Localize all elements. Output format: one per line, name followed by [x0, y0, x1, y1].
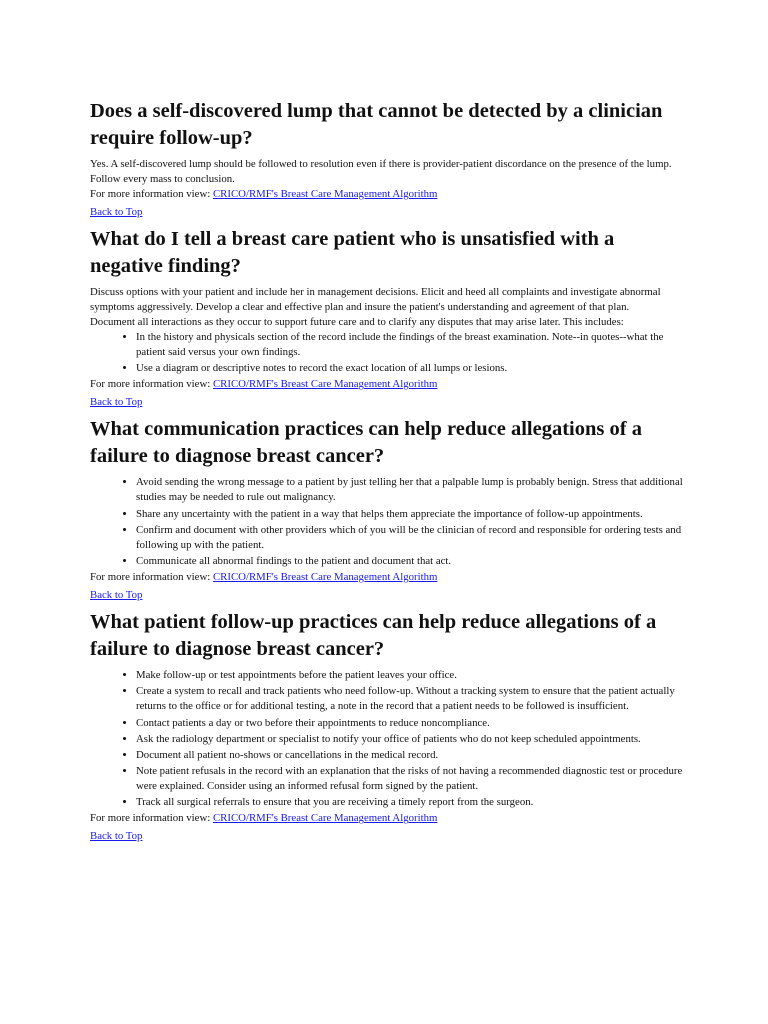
- more-info-line: [90, 570, 690, 585]
- more-info-line: [90, 377, 690, 392]
- list-item: • Share any uncertainty with the patient in a way that helps them appreciate the importance of follow-up appointments.: [136, 507, 690, 522]
- back-to-top-link[interactable]: Back to Top: [90, 396, 143, 409]
- more-info-prefix: For more information view:: [90, 188, 213, 200]
- more-info-prefix: For more information view:: [90, 571, 213, 584]
- section-paragraph: Yes. A self-discovered lump should be followed to resolution even if there is provider-patient discordance on the presence of the lump. Follow every mass to conclusion.: [90, 158, 672, 185]
- list-item: • Note patient refusals in the record with an explanation that the risks of not having a recommended diagnostic test or procedure were explained. Consider using an informed refusal form signed by the patient.: [136, 764, 690, 794]
- algorithm-link[interactable]: CRICO/RMF's Breast Care Management Algorithm: [212, 571, 438, 584]
- list-item: • Ask the radiology department or specialist to notify your office of patients who do not keep scheduled appointments.: [136, 732, 690, 747]
- section-heading: What communication practices can help reduce allegations of a failure to diagnose breast cancer?: [90, 418, 642, 468]
- section-paragraph: Document all interactions as they occur to support future care and to clarify any disputes that may arise later. This includes:: [90, 316, 624, 328]
- more-info-prefix: For more information view:: [90, 378, 213, 391]
- list-item: • In the history and physicals section of the record include the findings of the breast examination. Note--in quotes--what the patient said versus your own findings.: [136, 330, 690, 360]
- bullet-list: [90, 668, 690, 810]
- list-item: • Create a system to recall and track patients who need follow-up. Without a tracking system to ensure that the patient actually returns to the office or for additional testing, a note in the record that a patient needs to be followed is insufficient.: [136, 684, 690, 714]
- algorithm-link[interactable]: CRICO/RMF's Breast Care Management Algorithm: [212, 378, 438, 391]
- bullet-list: [90, 330, 690, 376]
- back-to-top-link[interactable]: Back to Top: [90, 830, 143, 843]
- more-info-prefix: For more information view:: [90, 812, 213, 825]
- list-item: • Track all surgical referrals to ensure that you are receiving a timely report from the surgeon.: [136, 795, 690, 810]
- algorithm-link[interactable]: CRICO/RMF's Breast Care Management Algorithm: [212, 812, 438, 825]
- list-item: • Avoid sending the wrong message to a patient by just telling her that a palpable lump is probably benign. Stress that additional studies may be needed to rule out malignancy.: [136, 475, 690, 505]
- list-item: • Communicate all abnormal findings to the patient and document that act.: [136, 554, 690, 569]
- list-item: • Make follow-up or test appointments before the patient leaves your office.: [136, 668, 690, 683]
- list-item: • Document all patient no-shows or cancellations in the medical record.: [136, 748, 690, 763]
- list-item: • Contact patients a day or two before their appointments to reduce noncompliance.: [136, 716, 690, 731]
- document-page: [90, 98, 690, 850]
- faq-section-unsatisfied-patient: [90, 226, 690, 416]
- section-paragraph: Discuss options with your patient and include her in management decisions. Elicit and heed all complaints and investigate abnormal symptoms aggressively. Develop a clear and effective plan and insure the patient's understanding and agreement of that plan.: [90, 286, 661, 313]
- list-item: • Use a diagram or descriptive notes to record the exact location of all lumps or lesions.: [136, 361, 690, 376]
- algorithm-link[interactable]: CRICO/RMF's Breast Care Management Algorithm: [212, 188, 438, 200]
- faq-section-follow-up-practices: [90, 609, 690, 850]
- section-heading: What patient follow-up practices can help reduce allegations of a failure to diagnose breast cancer?: [90, 611, 657, 661]
- bullet-list: [90, 475, 690, 569]
- section-heading: Does a self-discovered lump that cannot be detected by a clinician require follow-up?: [90, 100, 663, 149]
- back-to-top-link[interactable]: Back to Top: [90, 206, 143, 218]
- section-heading: What do I tell a breast care patient who is unsatisfied with a negative finding?: [90, 228, 615, 277]
- list-item: • Confirm and document with other providers which of you will be the clinician of record and responsible for ordering tests and following up with the patient.: [136, 523, 690, 553]
- faq-section-self-discovered-lump: [90, 98, 690, 226]
- more-info-line: [90, 187, 690, 202]
- more-info-line: [90, 811, 690, 826]
- back-to-top-link[interactable]: Back to Top: [90, 589, 143, 602]
- faq-section-communication-practices: [90, 416, 690, 609]
